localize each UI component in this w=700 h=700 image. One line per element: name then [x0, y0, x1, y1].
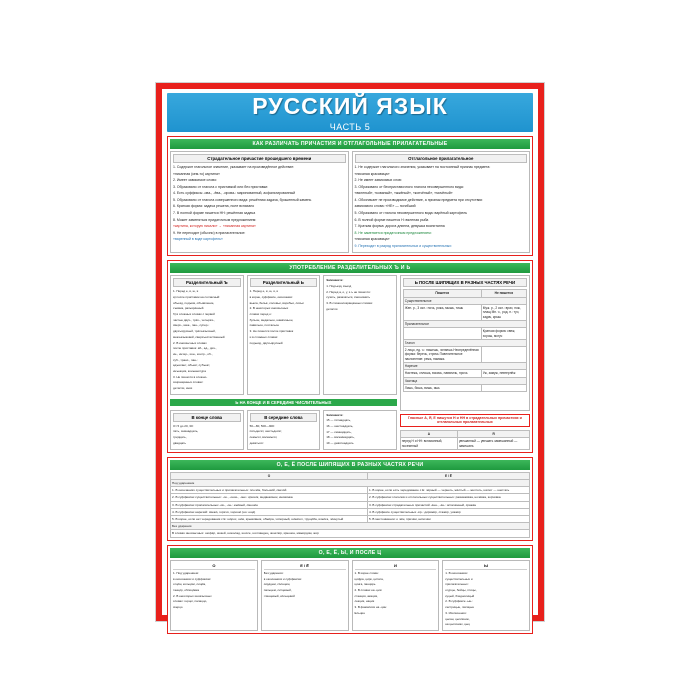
cell-nostress: В словах иноязычных: шофёр, жокей, шоколад, шоссе, шотландец, жонглёр, крюшон, мажордом, жор — [171, 530, 530, 537]
oeyi-column-i — [352, 560, 440, 631]
line: на цыпочках, цыц — [445, 622, 470, 627]
line: цинга, панцирь — [354, 582, 376, 587]
numerals-end-column — [170, 410, 244, 450]
line: Ельцин — [354, 610, 365, 615]
col-head-yes: Пишется — [403, 290, 481, 297]
line-highlight: 8. Не заменяется придаточным предложением: — [354, 230, 432, 235]
line: 19 — девятнадцать — [326, 441, 354, 446]
line: а) после приставок на согласный: — [173, 295, 221, 299]
hissing-soft-sign-head: Ь ПОСЛЕ ШИПЯЩИХ В РАЗНЫХ ЧАСТЯХ РЕЧИ — [403, 278, 527, 287]
line: «вяленый», «кованый», «жжёный», «копчёный», «мочёный» — [354, 191, 453, 196]
line: огурцы, бойцы, птицы, — [445, 588, 477, 593]
line: 5. Образовано от глагола несовершенного вида: варёный картофель — [354, 210, 468, 215]
hard-sign-column — [170, 275, 244, 394]
line: цыган, цыплёнок, — [445, 616, 470, 621]
line: 1. Под ударением: — [173, 571, 199, 575]
line: адъютант, объект, субъект, — [173, 363, 211, 368]
group-name: Прилагательное — [403, 320, 526, 327]
stress-head: Под ударением — [171, 480, 530, 487]
soft-body — [170, 275, 530, 450]
line-highlight: 9. Переходит в разряд прилагательных и существительных: — [354, 243, 453, 248]
page-title: РУССКИЙ ЯЗЫК — [252, 93, 448, 119]
table-row — [171, 494, 530, 501]
col-head-ya: Я — [457, 430, 529, 437]
line: суб-, транс-, пан-: — [173, 357, 198, 362]
cell-no — [481, 385, 526, 392]
section-oeyi-heading: О, Е, Ё, Ы, И ПОСЛЕ Ц — [170, 548, 530, 558]
poster — [155, 82, 545, 627]
line: 2. Имеет зависимое слово: — [173, 178, 218, 183]
oeyi-head-o: О — [173, 563, 255, 570]
line: прилагательных: — [445, 582, 469, 587]
table-subheader-row — [171, 523, 530, 530]
line: 9. Не переходит (обычно) в прилагательное: — [173, 230, 246, 235]
line: 1. В корне слова: — [354, 571, 379, 575]
cell-yes: Лишь, бишь, вишь, ишь — [403, 385, 481, 392]
line-highlight: «варенный в воде картофель» — [173, 237, 223, 242]
table-row — [171, 501, 530, 508]
line: 6. Краткая форма: задача решена, поле вспахано — [173, 204, 255, 209]
line: детясли, иняз — [173, 386, 193, 390]
cell-e-2: 2. В суффиксах глаголов и отглагольных существительных: размежёвка, ночёвка, корчёвка — [367, 494, 529, 501]
line: пять, семнадцать, — [173, 429, 199, 434]
line: «писаная красавица» — [354, 237, 390, 242]
oeyi-head-i: И — [355, 563, 437, 570]
line: куцый, бледнолицый — [445, 593, 475, 598]
line: 2. В словах на -ция: — [354, 588, 383, 593]
cell-no: Муж. р., 2 скл.: врач, нож, плащ Мн. ч., род. п.: туч, задач, крыш — [481, 304, 526, 320]
line: сестрицын, лисицын — [445, 605, 474, 610]
nostress-head: Без ударения — [171, 523, 530, 530]
line: отцо́м, кольцо́м, лицо́м, — [173, 582, 207, 587]
table-group-row — [403, 297, 526, 304]
line: 50—80, 500—900: — [249, 423, 275, 428]
soft-sign-column — [247, 275, 321, 394]
participles-left-head: Страдательное причастие прошедшего времени — [173, 154, 346, 163]
participles-right-column — [352, 151, 531, 253]
cell-o-3: 3. В суффиксах прилагательных -ов-, -он-: ежо́вый, смешо́н — [171, 501, 368, 508]
line: 3. Не пишется в сложно- — [173, 374, 208, 379]
line: се́рдцем, со́лнцем, — [263, 582, 291, 587]
table-header-row — [403, 290, 526, 297]
line: 2. Перед а, о, у, э ъ не пишется: — [326, 289, 371, 294]
numerals-end-head: В конце слова — [173, 413, 241, 422]
table-row — [171, 515, 530, 522]
line: 18 — восемнадцать, — [326, 435, 355, 440]
line: танцо́р, облицо́вка — [173, 588, 200, 593]
oeyi-head-y: Ы — [445, 563, 527, 570]
line: зависимого слова: «НЕ» — погибший — [354, 204, 416, 209]
participles-right-body — [355, 165, 528, 249]
participles-right-head: Отглагольное прилагательное — [355, 154, 528, 163]
oeyi-column-y — [442, 560, 530, 631]
numerals-columns — [170, 410, 397, 450]
line: 6. В полной форме пишется Н: вяленая рыба — [354, 217, 429, 222]
col-head-e: Е / Ё — [367, 472, 529, 479]
soft-memo-body — [326, 278, 394, 311]
section-oe-heading: О, Е, Ё ПОСЛЕ ШИПЯЩИХ В РАЗНЫХ ЧАСТЯХ РЕЧИ — [170, 460, 530, 470]
soft-right-area — [400, 275, 530, 450]
line: 15 — пятнадцать, — [326, 418, 351, 423]
line: 1. Содержит глагольное значение, указывает на произведённое действие: — [173, 165, 295, 169]
section-soft-hard-sign — [167, 260, 533, 453]
cell-o-5: 5. В корне, если нет чередования с Е: шо́рох, шо́в, крыжо́вник, обжо́ра, чо́порный, шо́мпол, трущо́ба, изжо́га, чо́кнутый — [171, 515, 368, 522]
numerals-end-body — [173, 424, 241, 445]
oeyi-columns — [170, 560, 530, 631]
section-soft-heading: УПОТРЕБЛЕНИЕ РАЗДЕЛИТЕЛЬНЫХ Ъ И Ь — [170, 263, 530, 273]
line: инъекция, конъюнктура — [173, 368, 206, 373]
line: 3. В фамилиях на -цин: — [354, 605, 387, 610]
table-row — [403, 304, 526, 320]
line: скерцо — [173, 605, 183, 610]
table-row — [403, 347, 526, 363]
table-row — [171, 487, 530, 494]
table-header-row — [171, 472, 530, 479]
line: бульон, медальон, шампиньон, — [249, 317, 294, 322]
line: 1. Подъезд, въезд — [326, 284, 352, 288]
line: От 5 до 20, 30: — [173, 423, 194, 428]
line: 7. Краткая форма: дорога длинна, девушка воспитанна — [354, 224, 445, 229]
cell-yes: 2 лицо, ед. ч.: пишешь, читаешь Неопределённая форма: беречь, стричь Повелительное наклонение: режь, намажь — [403, 347, 481, 363]
group-name: Наречие — [403, 363, 526, 370]
line: двадцать — [173, 440, 186, 445]
line: «писаная красавица» — [354, 171, 390, 176]
line: существительных и — [445, 576, 473, 581]
participles-left-body — [173, 165, 346, 242]
section-oeyi-after-c — [167, 545, 533, 634]
cell-o-1: 1. В окончаниях существительных и прилагательных: плечо́м, большо́й, свечо́й — [171, 487, 368, 494]
line: 1. В окончаниях — [445, 571, 468, 575]
oeyi-head-e: Е / Ё — [264, 563, 346, 570]
section-participles-heading: КАК РАЗЛИЧАТЬ ПРИЧАСТИЯ И ОТГЛАГОЛЬНЫЕ ПРИЛАГАТЕЛЬНЫЕ — [170, 139, 530, 149]
section-participles — [167, 136, 533, 256]
line: 3. Исключения: — [445, 610, 467, 615]
line: лекция, нация — [354, 599, 375, 604]
oeyi-body-y — [445, 571, 527, 626]
poster-inner — [162, 89, 538, 627]
line: «писанная (кем-то) картина» — [173, 171, 220, 176]
line: 5. Образовано от глагола совершенного вида: решённая задача, брошенный камень — [173, 197, 312, 202]
line: станция, акация, — [354, 593, 378, 598]
line: 2. В иноязычных словах — [173, 340, 207, 345]
hissing-soft-sign-block — [400, 275, 530, 410]
line: 3. Образовано от бесприставочного глагола несовершенного вида: — [354, 184, 464, 189]
line: семьсот, восемьсот, — [249, 435, 278, 440]
line: двухъярусный, трёхъязычный, — [173, 329, 216, 334]
line: словах перед о: — [249, 312, 272, 317]
line: пятьдесят, шестьдесят, — [249, 429, 282, 434]
line: сверх-, меж-, пан-, супер-: — [173, 323, 210, 328]
cell-o-4: 4. В суффиксах наречий: свежо́, горячо́, хорошо́ (но: ещё) — [171, 508, 368, 515]
numerals-middle-column — [247, 410, 321, 450]
line: в окончаниях и суффиксах: — [263, 576, 302, 581]
group-name: Глагол — [403, 339, 526, 346]
cell-yes: Настежь, сплошь, вскачь, навзничь, прочь — [403, 370, 481, 377]
line-highlight: «картина, которую писали» → «писанная картина» — [173, 224, 256, 229]
line: 1. Перед е, ё, ю, я, и — [249, 289, 279, 294]
line: 2. Не имеет зависимых слов: — [354, 178, 402, 183]
cell-e-3: 3. В суффиксах страдательных причастий -ённ-, -ён-: испечённый, сражён — [367, 501, 529, 508]
line: 2. В некоторых иноязычных — [249, 306, 289, 311]
cell-e-4: 4. В суффиксе существительных -ёр-: дирижёр, стажёр, ухажёр — [367, 508, 529, 515]
line: сокращённых словах: — [173, 380, 204, 385]
table-header-row — [400, 430, 529, 437]
line: ин-, интер-, кон-, контр-, об-, — [173, 351, 213, 356]
line: вьюга, бельё, соловьи, воробьи, лисьи — [249, 300, 304, 305]
soft-memo-column — [323, 275, 397, 394]
hard-sign-body — [173, 289, 241, 390]
line: 3. Не пишется после приставок — [249, 329, 294, 334]
line: детясли — [326, 306, 338, 311]
cell-yes: Жен. р., 3 скл.: ночь, рожь, мышь, тишь — [403, 304, 481, 320]
table-subheader-row — [171, 480, 530, 487]
line: Без ударения: — [263, 571, 284, 575]
line: девятьсот — [249, 440, 264, 445]
table-group-row — [403, 377, 526, 384]
vowel-note-table — [400, 430, 530, 450]
oe-table — [170, 472, 530, 538]
numerals-middle-body — [250, 424, 318, 445]
participles-left-column — [170, 151, 349, 253]
cell-e-5: 5. В местоимении: о чём, причём, нипочём — [367, 515, 529, 522]
table-group-row — [403, 320, 526, 327]
soft-signs-columns — [170, 275, 397, 394]
line: глянцевый, ко́льцевой — [263, 593, 295, 598]
line: в окончаниях и суффиксах: — [173, 576, 212, 581]
line: пальцем, ситцевый, — [263, 588, 292, 593]
line: 7. В полной форме пишется НН: решённая задача — [173, 210, 256, 215]
col-head-a: А — [400, 430, 457, 437]
line: сузить, разахаться, сэкономить — [326, 295, 371, 300]
line: съёмка, разъярённый — [173, 306, 204, 311]
cell-yes — [403, 328, 481, 340]
line: подъезд, двухъярусный — [249, 340, 283, 345]
numerals-middle-head: В середине слова — [250, 413, 318, 422]
line: и в сложных словах: — [249, 334, 279, 339]
line: объезд, подъём, объявление, — [173, 300, 215, 305]
table-group-row — [403, 363, 526, 370]
line: частью двух-, трёх-, четырёх-, — [173, 317, 215, 322]
cell-e-1: 1. В корне, если есть чередование с Е: чёрный — чернеть, жёлтый — желтеть, шёпот — шептать — [367, 487, 529, 494]
table-row — [171, 508, 530, 515]
table-row — [400, 438, 529, 450]
oeyi-column-o — [170, 560, 258, 631]
line: после приставок: аб-, ад-, диз-, — [173, 346, 217, 351]
section-oe-after-hissing — [167, 457, 533, 541]
soft-sign-body — [250, 289, 318, 344]
line: 17 — семнадцать, — [326, 429, 352, 434]
line: 1. Перед е, ё, ю, я — [173, 289, 199, 294]
line: в корне, суффиксе, окончании: — [249, 295, 293, 299]
memo-head: Запомните: — [326, 412, 344, 417]
soft-sign-head: Разделительный Ь — [250, 278, 318, 287]
oeyi-body-o — [173, 571, 255, 609]
line: 2. В некоторых иноязычных — [173, 593, 212, 598]
participles-columns — [170, 151, 530, 253]
table-row — [403, 385, 526, 392]
line: 3. Образовано от глагола с приставкой или без приставки: — [173, 184, 269, 189]
line: б) в сложных словах с первой — [173, 312, 215, 317]
col-head-o: О — [171, 472, 368, 479]
line: 16 — шестнадцать, — [326, 424, 354, 429]
hard-sign-head: Разделительный Ъ — [173, 278, 241, 287]
oeyi-column-e — [261, 560, 349, 631]
line: 4. Есть суффиксы -ова-, -ёва-, -ирова-: маринованный, асфальтированный — [173, 191, 296, 196]
table-row — [171, 530, 530, 537]
table-row — [403, 328, 526, 340]
group-name: Частица — [403, 377, 526, 384]
line: 2. В суффиксе -ын-: — [445, 599, 473, 604]
line: 8. Может заменяться придаточным предложением: — [173, 217, 257, 222]
line: словах: герцог, палаццо, — [173, 599, 208, 604]
memo-head: Запомните: — [326, 278, 344, 283]
oeyi-body-e — [264, 571, 346, 598]
cell-no: Краткая форма: свеж, хорош, могуч — [481, 328, 526, 340]
table-group-row — [403, 339, 526, 346]
group-name: Существительное — [403, 297, 526, 304]
soft-left-area — [170, 275, 397, 450]
numerals-memo-body — [326, 413, 394, 446]
numerals-soft-sign-bar: Ь НА КОНЦЕ И В СЕРЕДИНЕ ЧИСЛИТЕЛЬНЫХ — [170, 399, 397, 406]
vowel-note-title: Гласные А, Я, Е пишутся Н и НН в страдательных причастиях и отглагольных прилагательных — [400, 414, 530, 427]
oeyi-body-i — [355, 571, 437, 615]
cell-no: Уж, замуж, невтерпёж — [481, 370, 526, 377]
cell-a: перед Н и НН: вспаханный, посеянный — [400, 438, 457, 450]
line: 4. Обозначает не производимое действие, а признак предмета при отсутствии — [354, 197, 483, 202]
line: павильон, почтальон — [249, 323, 279, 328]
line: 3. В сложносокращённых словах: — [326, 301, 373, 306]
line: тридцать, — [173, 435, 187, 440]
cell-no — [481, 347, 526, 363]
hissing-soft-sign-table — [403, 289, 527, 392]
col-head-no: Не пишется — [481, 290, 526, 297]
line: 1. Не содержит глагольного значения, указывает на постоянный признак предмета: — [354, 165, 491, 169]
page-subtitle: ЧАСТЬ 5 — [329, 122, 371, 132]
cell-ya: увешанный — увешать замешанный — замешать — [457, 438, 529, 450]
numerals-memo-column — [323, 410, 397, 450]
line: межъязыковой, сверхъестественный — [173, 334, 225, 339]
cell-o-2: 2. В суффиксах существительных: -ок-, -онок-, -онк-: крючо́к, медвежо́нок, книжо́нка — [171, 494, 368, 501]
poster-title-bar — [167, 93, 533, 132]
table-row — [403, 370, 526, 377]
line: цифра, цирк, цитата, — [354, 576, 384, 581]
